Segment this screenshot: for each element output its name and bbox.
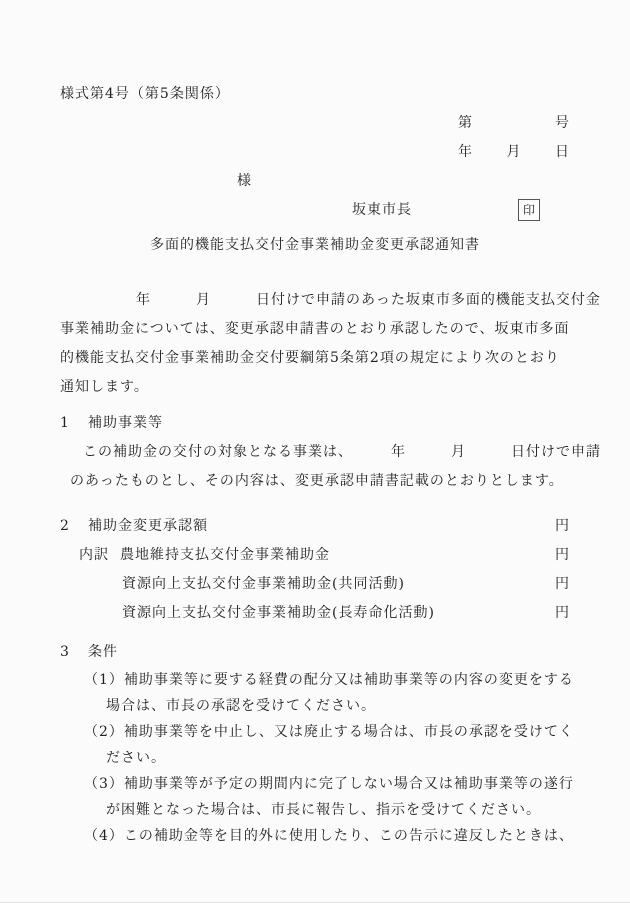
section2-number: 2 (60, 518, 70, 534)
amount-unit: 円 (555, 547, 570, 563)
condition-line: ださい。 (106, 750, 166, 766)
opening-line: 事業補助金については、変更承認申請書のとおり承認したので、坂東市多面 (60, 321, 570, 337)
condition-line: 場合は、市長の承認を受けてください。 (106, 698, 376, 714)
condition-line: （1）補助事業等に要する経費の配分又は補助事業等の内容の変更をする (84, 672, 574, 688)
section1-title: 補助事業等 (88, 415, 163, 431)
amount-heading-row (60, 512, 570, 541)
section2-heading (60, 512, 208, 541)
section1-heading (60, 409, 570, 438)
section1-number: 1 (60, 415, 70, 431)
doc-number-prefix: 第 (458, 115, 473, 131)
amount-row (60, 570, 570, 599)
condition-line: （2）補助事業等を中止し、又は廃止する場合は、市長の承認を受けてく (84, 724, 574, 740)
amount-unit: 円 (555, 576, 570, 592)
section-subsidy-project (60, 409, 601, 496)
opening-line: 的機能支払交付金事業補助金交付要綱第5条第2項の規定により次のとおり (60, 350, 560, 366)
amount-row-label: 資源向上支払交付金事業補助金(共同活動) (122, 576, 405, 592)
section3-title: 条件 (88, 644, 118, 660)
amount-row (60, 541, 570, 570)
amount-row-label: 農地維持支払交付金事業補助金 (120, 547, 330, 563)
doc-number-line (458, 109, 570, 138)
amount-unit: 円 (555, 518, 570, 534)
section3-heading (60, 638, 570, 667)
opening-paragraph (60, 286, 601, 402)
date-day-label: 日 (555, 144, 570, 160)
seal-stamp: 印 (518, 199, 540, 221)
section-approved-amount (60, 512, 570, 628)
addressee-honorific: 様 (237, 173, 252, 189)
date-line (458, 138, 570, 167)
amount-row-label: 資源向上支払交付金事業補助金(長寿命化活動) (122, 605, 435, 621)
opening-line: 通知します。 (60, 379, 149, 395)
section1-line: この補助金の交付の対象となる事業は、 年 月 日付けで申請 (83, 444, 601, 460)
section1-line: のあったものとし、その内容は、変更承認申請書記載のとおりとします。 (70, 473, 564, 489)
amount-unit: 円 (555, 605, 570, 621)
document-title: 多面的機能支払交付金事業補助金変更承認通知書 (150, 237, 480, 253)
date-month-label: 月 (506, 144, 522, 160)
sender-line (352, 196, 570, 225)
section2-title: 補助金変更承認額 (88, 518, 208, 534)
condition-line: （4）この補助金等を目的外に使用したり、この告示に違反したときは、 (84, 828, 574, 844)
section3-number: 3 (60, 644, 70, 660)
date-year-label: 年 (458, 144, 473, 160)
addressee-line (237, 167, 570, 196)
condition-line: （3）補助事業等が予定の期間内に完了しない場合又は補助事業等の遂行 (84, 776, 574, 792)
doc-number-suffix: 号 (555, 115, 570, 131)
form-label: 様式第4号（第5条関係） (60, 86, 230, 102)
amount-row (60, 599, 570, 628)
breakdown-label: 内訳 (79, 547, 109, 563)
opening-line: 年 月 日付けで申請のあった坂東市多面的機能支払交付金 (136, 292, 601, 308)
sender-name: 坂東市長 (352, 202, 412, 218)
section-conditions (60, 638, 574, 849)
condition-line: が困難となった場合は、市長に報告し、指示を受けてください。 (106, 802, 541, 818)
